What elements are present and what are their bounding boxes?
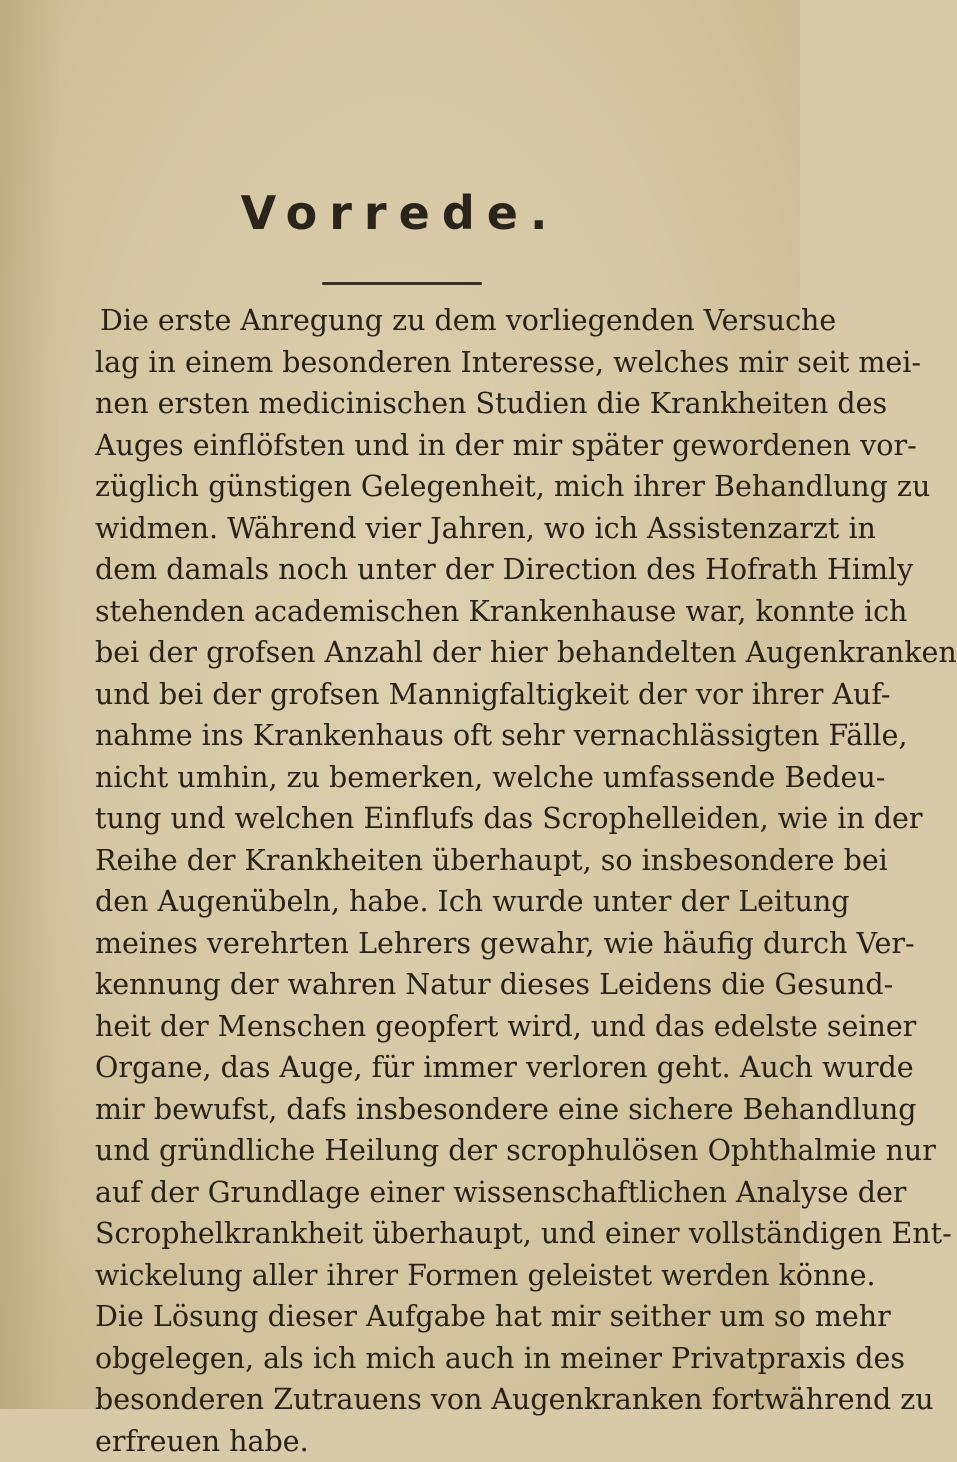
- text-line: nahme ins Krankenhaus oft sehr vernachlässigten Fälle,: [95, 715, 720, 757]
- text-line: den Augenübeln, habe. Ich wurde unter der Leitung: [95, 881, 720, 923]
- text-line: züglich günstigen Gelegenheit, mich ihrer Behandlung zu: [95, 466, 720, 508]
- text-line: auf der Grundlage einer wissenschaftlichen Analyse der: [95, 1172, 720, 1214]
- text-line: wickelung aller ihrer Formen geleistet werden könne.: [95, 1255, 720, 1297]
- text-line: nicht umhin, zu bemerken, welche umfassende Bedeu-: [95, 757, 720, 799]
- text-line: bei der grofsen Anzahl der hier behandelten Augenkranken: [95, 632, 720, 674]
- text-line: Organe, das Auge, für immer verloren geht. Auch wurde: [95, 1047, 720, 1089]
- text-line: mir bewufst, dafs insbesondere eine sichere Behandlung: [95, 1089, 720, 1131]
- text-line: Reihe der Krankheiten überhaupt, so insbesondere bei: [95, 840, 720, 882]
- text-line: nen ersten medicinischen Studien die Krankheiten des: [95, 383, 720, 425]
- preface-paragraph: [95, 300, 720, 1462]
- text-line: besonderen Zutrauens von Augenkranken fortwährend zu: [95, 1379, 720, 1421]
- text-line: heit der Menschen geopfert wird, und das edelste seiner: [95, 1006, 720, 1048]
- text-line: stehenden academischen Krankenhause war, konnte ich: [95, 591, 720, 633]
- page-title: Vorrede.: [0, 186, 800, 240]
- text-line: kennung der wahren Natur dieses Leidens die Gesund-: [95, 964, 720, 1006]
- text-line: obgelegen, als ich mich auch in meiner Privatpraxis des: [95, 1338, 720, 1380]
- text-line: Scrophelkrankheit überhaupt, und einer vollständigen Ent-: [95, 1213, 720, 1255]
- text-line: lag in einem besonderen Interesse, welches mir seit mei-: [95, 342, 720, 384]
- text-line: Auges einflöfsten und in der mir später gewordenen vor-: [95, 425, 720, 467]
- text-line: erfreuen habe.: [95, 1421, 720, 1462]
- title-rule: [322, 282, 482, 285]
- text-line: und bei der grofsen Mannigfaltigkeit der vor ihrer Auf-: [95, 674, 720, 716]
- text-line: tung und welchen Einflufs das Scrophelleiden, wie in der: [95, 798, 720, 840]
- text-line: widmen. Während vier Jahren, wo ich Assistenzarzt in: [95, 508, 720, 550]
- text-line: dem damals noch unter der Direction des Hofrath Himly: [95, 549, 720, 591]
- text-line: Die Lösung dieser Aufgabe hat mir seither um so mehr: [95, 1296, 720, 1338]
- text-line: Die erste Anregung zu dem vorliegenden Versuche: [95, 300, 720, 342]
- text-line: und gründliche Heilung der scrophulösen Ophthalmie nur: [95, 1130, 720, 1172]
- text-line: meines verehrten Lehrers gewahr, wie häufig durch Ver-: [95, 923, 720, 965]
